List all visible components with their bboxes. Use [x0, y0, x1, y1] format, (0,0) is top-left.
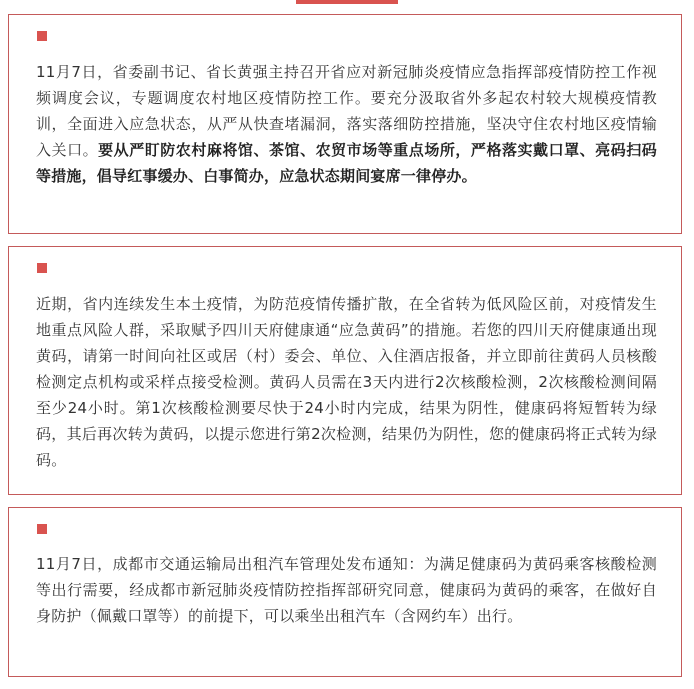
news-paragraph-1	[36, 59, 657, 189]
news-paragraph-1-text: 11月7日，省委副书记、省长黄强主持召开省应对新冠肺炎疫情应急指挥部疫情防控工作视频调度会议，专题调度农村地区疫情防控工作。要充分汲取省外多起农村较大规模疫情教训，全面进入应急状态，从严从快查堵漏洞，落实落细防控措施，坚决守住农村地区疫情输入关口。	[36, 63, 657, 159]
top-accent-bar	[296, 0, 398, 4]
square-bullet-icon	[37, 31, 47, 41]
square-bullet-icon	[37, 524, 47, 534]
news-card-1	[8, 14, 682, 234]
news-card-3	[8, 507, 682, 677]
news-paragraph-2: 近期，省内连续发生本土疫情，为防范疫情传播扩散，在全省转为低风险区前，对疫情发生地重点风险人群，采取赋予四川天府健康通“应急黄码”的措施。若您的四川天府健康通出现黄码，请第一时间向社区或居（村）委会、单位、入住酒店报备，并立即前往黄码人员核酸检测定点机构或采样点接受检测。黄码人员需在3天内进行2次核酸检测，2次核酸检测间隔至少24小时。第1次核酸检测要尽快于24小时内完成，结果为阴性，健康码将短暂转为绿码，其后再次转为黄码，以提示您进行第2次检测，结果仍为阴性，您的健康码将正式转为绿码。	[36, 295, 657, 469]
square-bullet-icon	[37, 263, 47, 273]
news-paragraph-3: 11月7日，成都市交通运输局出租汽车管理处发布通知：为满足健康码为黄码乘客核酸检测等出行需要，经成都市新冠肺炎疫情防控指挥部研究同意，健康码为黄码的乘客，在做好自身防护（佩戴口罩等）的前提下，可以乘坐出租汽车（含网约车）出行。	[36, 555, 657, 625]
news-paragraph-1-bold-text: 要从严盯防农村麻将馆、茶馆、农贸市场等重点场所，严格落实戴口罩、亮码扫码等措施，倡导红事缓办、白事简办，应急状态期间宴席一律停办。	[36, 141, 657, 185]
news-card-2	[8, 246, 682, 495]
